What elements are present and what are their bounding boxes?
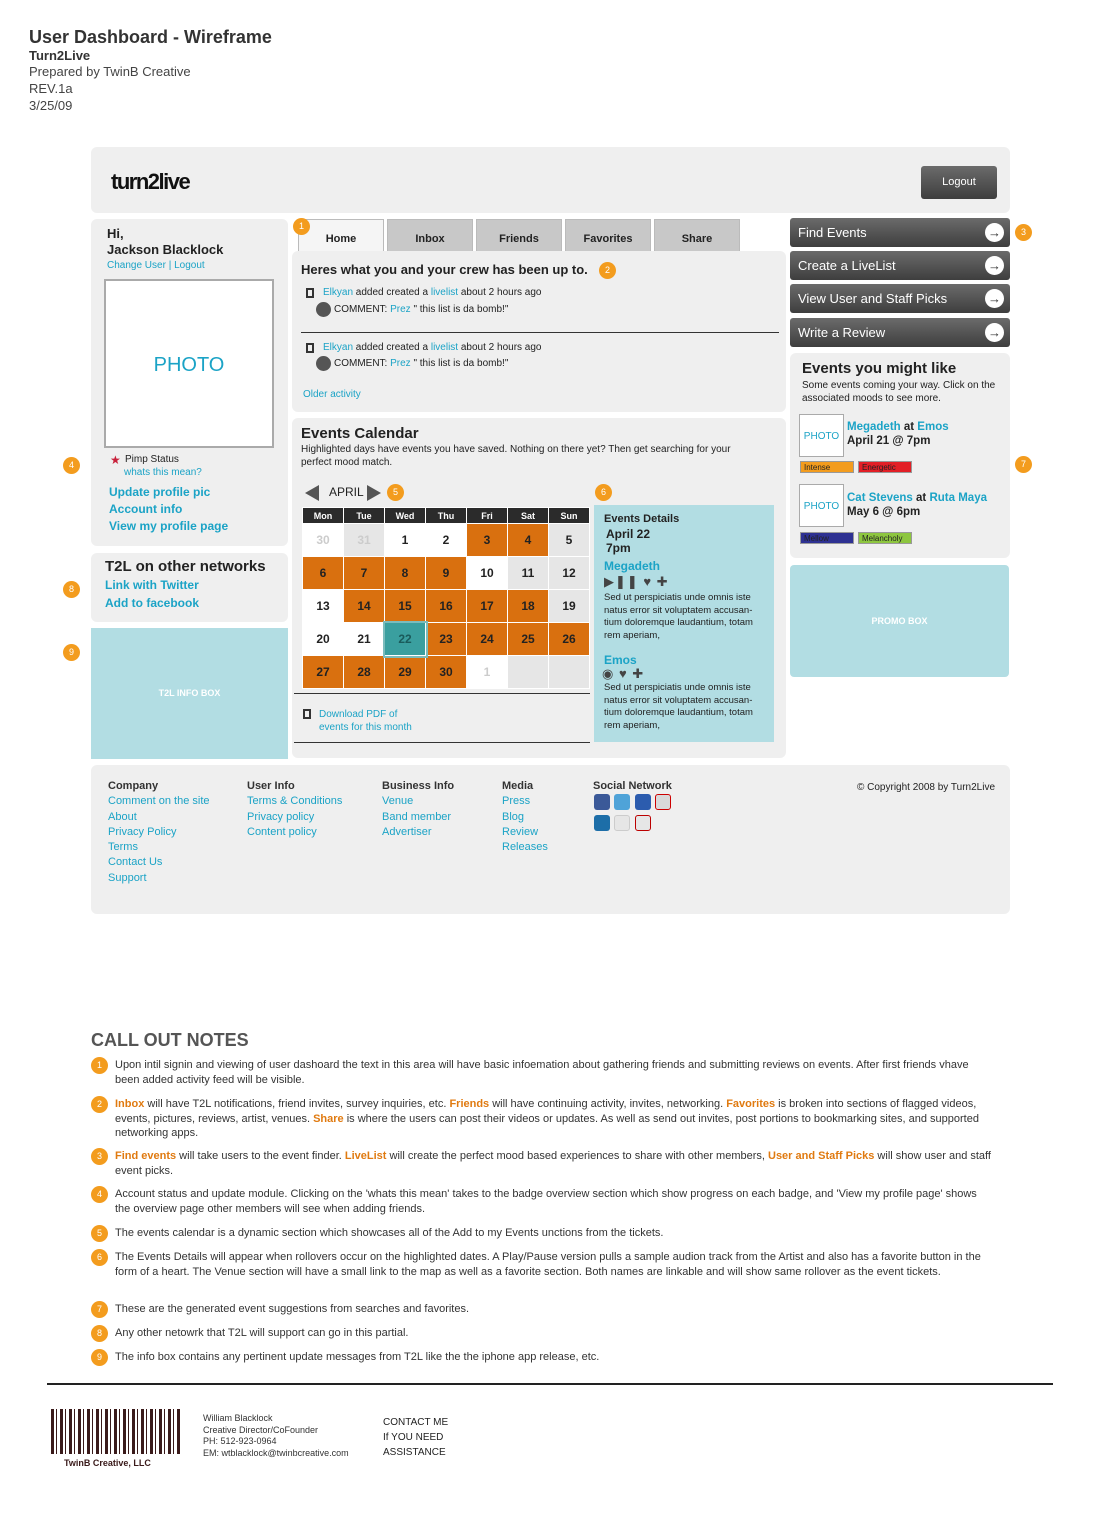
- footer-link[interactable]: Privacy Policy: [108, 825, 177, 838]
- calendar-title: Events Calendar: [301, 425, 419, 442]
- flickr-icon[interactable]: [614, 815, 630, 831]
- footer-business: [382, 779, 454, 840]
- calendar-day: [549, 656, 590, 689]
- day-header: Thu: [426, 508, 467, 524]
- callout-badge: 1: [293, 218, 310, 235]
- note-9: [91, 1350, 991, 1365]
- comment-label: COMMENT:: [334, 358, 391, 369]
- event-artist-link[interactable]: Cat Stevens: [847, 492, 913, 504]
- calendar-day[interactable]: 25: [508, 623, 549, 656]
- download-pdf-link[interactable]: Download PDF of events for this month: [319, 709, 412, 733]
- button-label: Create a LiveList: [798, 258, 896, 273]
- calendar-day[interactable]: 5: [549, 524, 590, 557]
- callout-badge: 5: [91, 1225, 108, 1242]
- activity-user[interactable]: Elkyan: [323, 342, 354, 353]
- activity-text: added created a: [353, 287, 431, 298]
- calendar-day: 1: [467, 656, 508, 689]
- footer-heading: Business Info: [382, 780, 455, 792]
- mood-tag[interactable]: Intense: [800, 461, 854, 473]
- separator: |: [168, 260, 172, 271]
- suggestions-title: Events you might like: [802, 360, 957, 377]
- calendar-day[interactable]: 23: [426, 623, 467, 656]
- play-pause-icon[interactable]: ▶❚❚: [604, 574, 639, 589]
- calendar-day-selected[interactable]: 22: [385, 623, 426, 656]
- day-header: Mon: [303, 508, 344, 524]
- note-8: [91, 1326, 991, 1341]
- notes-title: CALL OUT NOTES: [91, 1030, 249, 1050]
- calendar-grid: [302, 507, 590, 689]
- callout-badge: 3: [1015, 224, 1032, 241]
- footer-heading: Company: [108, 780, 159, 792]
- activity-time: about 2 hours ago: [458, 287, 542, 298]
- add-icon[interactable]: ✚: [656, 574, 669, 589]
- activity-time: about 2 hours ago: [458, 342, 542, 353]
- activity-title: Heres what you and your crew has been up to.: [301, 262, 588, 277]
- footer-link[interactable]: Venue: [382, 795, 414, 808]
- note-highlight: User and Staff Picks: [768, 1150, 875, 1162]
- event-details-panel: [594, 505, 774, 742]
- whats-this-mean-link[interactable]: whats this mean?: [124, 467, 202, 478]
- footer-link[interactable]: Review: [502, 825, 539, 838]
- note-3: [91, 1149, 991, 1178]
- callout-badge: 6: [595, 484, 612, 501]
- heart-icon[interactable]: ♥: [643, 574, 653, 589]
- footer-link[interactable]: Blog: [502, 810, 525, 823]
- callout-badge: 3: [91, 1148, 108, 1165]
- calendar-day[interactable]: 24: [467, 623, 508, 656]
- details-venue-link[interactable]: Emos: [604, 653, 637, 667]
- button-label: Find Events: [798, 225, 867, 240]
- note-text: is broken into sections of flagged videos, events, pictures, reviews, artist, venues.: [115, 1098, 977, 1125]
- star-icon: ★: [110, 453, 121, 467]
- calendar-day[interactable]: 21: [344, 623, 385, 656]
- calendar-day[interactable]: 30: [426, 656, 467, 689]
- calendar-day[interactable]: 18: [508, 590, 549, 623]
- footer-link[interactable]: Advertiser: [382, 825, 432, 838]
- user-panel: [91, 219, 288, 546]
- write-review-button[interactable]: [790, 318, 1010, 347]
- at-text: at: [912, 492, 930, 504]
- footer-heading: Social Network: [593, 780, 672, 792]
- logout-button[interactable]: Logout: [921, 166, 997, 199]
- note-6: [91, 1250, 991, 1279]
- mood-tag[interactable]: Melancholy: [858, 532, 912, 544]
- calendar-day[interactable]: 6: [303, 557, 344, 590]
- note-text: The events calendar is a dynamic section which showcases all of the Add to my Events unctions from the tickets.: [115, 1227, 664, 1239]
- cta-line: If YOU NEED: [383, 1432, 444, 1443]
- cta-line: CONTACT ME: [383, 1417, 449, 1428]
- arrow-right-icon: →: [985, 256, 1004, 275]
- next-month-icon[interactable]: [367, 485, 381, 501]
- details-title: Events Details: [604, 513, 680, 525]
- details-artist-link[interactable]: Megadeth: [604, 559, 661, 573]
- activity-user[interactable]: Elkyan: [323, 287, 354, 298]
- tab-inbox[interactable]: Inbox: [387, 219, 473, 251]
- doc-title: User Dashboard - Wireframe: [29, 27, 272, 47]
- site-logo[interactable]: turn2live: [111, 169, 190, 194]
- calendar-day[interactable]: 4: [508, 524, 549, 557]
- footer-link[interactable]: Contact Us: [108, 856, 163, 869]
- footer-link[interactable]: Terms: [108, 841, 138, 854]
- footer-link[interactable]: Content policy: [247, 825, 317, 838]
- details-date: April 22: [606, 527, 651, 541]
- mood-tag[interactable]: Energetic: [858, 461, 912, 473]
- at-text: at: [900, 421, 918, 433]
- calendar-day[interactable]: 10: [467, 557, 508, 590]
- twitter-link[interactable]: Link with Twitter: [105, 578, 199, 592]
- find-events-button[interactable]: [790, 218, 1010, 247]
- calendar-day[interactable]: 2: [426, 524, 467, 557]
- doc-rev: REV.1a: [29, 81, 73, 96]
- older-activity-link[interactable]: Older activity: [303, 389, 361, 400]
- note-text: These are the generated event suggestions from searches and favorites.: [115, 1303, 470, 1315]
- tab-home[interactable]: Home: [298, 219, 384, 252]
- event-date: April 21 @ 7pm: [847, 435, 931, 447]
- calendar-day[interactable]: 7: [344, 557, 385, 590]
- note-text: The info box contains any pertinent update messages from T2L like the the iphone app release, etc.: [115, 1351, 600, 1363]
- note-highlight: Friends: [449, 1098, 490, 1110]
- company-logo-text: TwinB Creative, LLC: [64, 1458, 151, 1468]
- calendar-day[interactable]: 1: [385, 524, 426, 557]
- add-icon[interactable]: ✚: [632, 666, 645, 681]
- calendar-day[interactable]: 12: [549, 557, 590, 590]
- doc-header: [29, 27, 272, 114]
- note-text: is where the users can post their videos or updates. As well as send out invites, post portions to bookmarking sites, and supported networking apps.: [115, 1112, 979, 1139]
- note-text: The Events Details will appear when rollovers occur on the highlighted dates. A Play/Pause version pulls a sample audion track from the Artist and also has a favorite button in the form of a heart. The Venue section will have a small link to the map as well as a favorite section. Both names are linkable and will show same rollover as the event tickets.: [115, 1251, 981, 1278]
- suggestions-panel: [790, 353, 1010, 558]
- footer-link[interactable]: Comment on the site: [108, 795, 210, 808]
- note-text: will have continuing activity, invites, networking.: [489, 1098, 727, 1110]
- footer-social: [593, 779, 672, 794]
- globe-map-icon[interactable]: ◉: [602, 666, 615, 681]
- footer-heading: User Info: [247, 780, 295, 792]
- commenter-link[interactable]: Prez: [390, 358, 411, 369]
- update-pic-link[interactable]: Update profile pic: [109, 485, 211, 499]
- note-text: Account status and update module. Clicking on the 'whats this mean' takes to the badge overview section which show progress on each badge, and 'View my profile page' shows the overview page other members will see when adding friends.: [115, 1188, 977, 1215]
- contact-name: William Blacklock: [203, 1413, 273, 1423]
- prev-month-icon[interactable]: [305, 485, 319, 501]
- comment-label: COMMENT:: [334, 304, 391, 315]
- note-highlight: LiveList: [344, 1150, 387, 1162]
- heart-icon[interactable]: ♥: [618, 666, 628, 681]
- linkedin-icon[interactable]: [594, 815, 610, 831]
- note-highlight: Share: [313, 1112, 344, 1125]
- callout-badge: 8: [91, 1325, 108, 1342]
- calendar-day[interactable]: 15: [385, 590, 426, 623]
- contact-role: Creative Director/CoFounder: [203, 1424, 319, 1435]
- callout-badge: 6: [91, 1249, 108, 1266]
- contact-phone: PH: 512-923-0964: [203, 1436, 277, 1446]
- barcode-logo-icon: [51, 1409, 181, 1454]
- calendar-day[interactable]: 9: [426, 557, 467, 590]
- calendar-day[interactable]: 19: [549, 590, 590, 623]
- note-text: will take users to the event finder.: [176, 1150, 345, 1162]
- mood-tag[interactable]: Mellow: [800, 532, 854, 544]
- networks-panel: [91, 553, 288, 622]
- callout-badge: 7: [1015, 456, 1032, 473]
- calendar-day[interactable]: 27: [303, 656, 344, 689]
- cta-line: ASSISTANCE: [383, 1447, 446, 1458]
- calendar-day[interactable]: 11: [508, 557, 549, 590]
- day-header: Tue: [344, 508, 385, 524]
- calendar-day[interactable]: 13: [303, 590, 344, 623]
- pimp-status: Pimp Status: [125, 454, 179, 465]
- activity-panel: [292, 251, 786, 412]
- note-text: will have T2L notifications, friend invites, survey inquiries, etc.: [144, 1098, 450, 1110]
- footer-link[interactable]: Press: [502, 795, 531, 808]
- comment-text: " this list is da bomb!": [410, 304, 509, 315]
- calendar-month: APRIL: [329, 485, 364, 499]
- note-text: will show user and staff event picks.: [115, 1150, 991, 1177]
- calendar-day[interactable]: 29: [385, 656, 426, 689]
- note-2: [91, 1097, 991, 1141]
- activity-livelist-link[interactable]: livelist: [430, 342, 459, 353]
- day-header: Wed: [385, 508, 426, 524]
- arrow-right-icon: →: [985, 323, 1004, 342]
- callout-badge: 2: [91, 1096, 108, 1113]
- copyright: © Copyright 2008 by Turn2Live: [857, 782, 996, 793]
- callout-badge: 4: [63, 457, 80, 474]
- callout-badge: 5: [387, 484, 404, 501]
- callout-badge: 9: [63, 644, 80, 661]
- event-date: May 6 @ 6pm: [847, 506, 921, 518]
- calendar-day: 30: [303, 524, 344, 557]
- event-venue-link[interactable]: Emos: [917, 421, 949, 433]
- tab-favorites[interactable]: Favorites: [565, 219, 651, 251]
- footer-link[interactable]: Privacy policy: [247, 810, 315, 823]
- note-text: will create the perfect mood based experiences to share with other members,: [386, 1150, 768, 1162]
- activity-livelist-link[interactable]: livelist: [430, 287, 459, 298]
- contact-info: [203, 1413, 349, 1459]
- event-photo[interactable]: PHOTO: [799, 484, 844, 527]
- note-4: [91, 1187, 991, 1216]
- calendar-day[interactable]: 16: [426, 590, 467, 623]
- calendar-day[interactable]: 17: [467, 590, 508, 623]
- calendar-day[interactable]: 26: [549, 623, 590, 656]
- create-livelist-button[interactable]: [790, 251, 1010, 280]
- myspace-icon[interactable]: [635, 794, 651, 810]
- note-text: Any other netowrk that T2L will support can go in this partial.: [115, 1327, 409, 1339]
- day-header: Sat: [508, 508, 549, 524]
- arrow-right-icon: →: [985, 289, 1004, 308]
- footer-link[interactable]: Band member: [382, 810, 452, 823]
- document-icon: [306, 343, 314, 353]
- view-profile-link[interactable]: View my profile page: [109, 519, 229, 533]
- note-highlight: Find events: [115, 1150, 177, 1162]
- day-header: Sun: [549, 508, 590, 524]
- details-text: Sed ut perspiciatis unde omnis iste natus error sit voluptatem accusan-tium doloremque laudantium, totam rem aperiam,: [604, 592, 753, 641]
- calendar-day[interactable]: 28: [344, 656, 385, 689]
- facebook-link[interactable]: Add to facebook: [105, 596, 200, 610]
- footer-company: [108, 779, 210, 886]
- calendar-day[interactable]: 20: [303, 623, 344, 656]
- doc-date: 3/25/09: [29, 98, 73, 113]
- arrow-right-icon: →: [985, 223, 1004, 242]
- user-name: Jackson Blacklock: [107, 242, 224, 257]
- profile-photo[interactable]: PHOTO: [104, 279, 274, 448]
- footer-userinfo: [247, 779, 342, 840]
- contact-email: EM: wtblacklock@twinbcreative.com: [203, 1447, 349, 1458]
- divider: [301, 332, 779, 333]
- contact-cta: [383, 1415, 448, 1460]
- calendar-day[interactable]: 14: [344, 590, 385, 623]
- note-7: [91, 1302, 991, 1317]
- footer-link[interactable]: About: [108, 810, 137, 823]
- commenter-avatar-icon: [316, 356, 331, 371]
- facebook-icon[interactable]: [594, 794, 610, 810]
- callout-badge: 1: [91, 1057, 108, 1074]
- twitter-icon[interactable]: [614, 794, 630, 810]
- greeting: Hi,: [107, 226, 124, 241]
- note-text: Upon intil signin and viewing of user dashoard the text in this area will have basic infoemation about gathering friends and submitting reviews on events. After first friends vhave been added activity feed will be visible.: [115, 1059, 969, 1086]
- comment-text: " this list is da bomb!": [410, 358, 509, 369]
- details-text: Sed ut perspiciatis unde omnis iste natus error sit voluptatem accusan-tium doloremque laudantium, totam rem aperiam,: [604, 682, 753, 731]
- bottom-divider: [47, 1383, 1053, 1385]
- networks-title: T2L on other networks: [105, 558, 266, 575]
- details-time: 7pm: [606, 541, 631, 555]
- event-artist-link[interactable]: Megadeth: [847, 421, 901, 433]
- calendar-day[interactable]: 8: [385, 557, 426, 590]
- event-photo[interactable]: PHOTO: [799, 414, 844, 457]
- callout-badge: 7: [91, 1301, 108, 1318]
- tab-share[interactable]: Share: [654, 219, 740, 251]
- change-user-link[interactable]: Change User: [107, 260, 166, 271]
- document-icon: [306, 288, 314, 298]
- calendar-desc: Highlighted days have events you have saved. Nothing on there yet? Then get searching for your perfect mood match.: [301, 444, 731, 468]
- footer-heading: Media: [502, 780, 534, 792]
- tab-friends[interactable]: Friends: [476, 219, 562, 251]
- activity-text: added created a: [353, 342, 431, 353]
- day-header: Fri: [467, 508, 508, 524]
- footer-link[interactable]: Releases: [502, 841, 548, 854]
- button-label: Write a Review: [798, 325, 886, 340]
- footer-link[interactable]: Support: [108, 871, 147, 884]
- commenter-avatar-icon: [316, 302, 331, 317]
- staff-picks-button[interactable]: [790, 284, 1010, 313]
- event-venue-link[interactable]: Ruta Maya: [929, 492, 987, 504]
- callout-badge: 4: [91, 1186, 108, 1203]
- account-info-link[interactable]: Account info: [109, 502, 183, 516]
- callout-badge: 2: [599, 262, 616, 279]
- pdf-icon: [303, 709, 311, 719]
- doc-prepared: Prepared by TwinB Creative: [29, 64, 191, 79]
- footer-link[interactable]: Terms & Conditions: [247, 795, 343, 808]
- note-5: [91, 1226, 991, 1241]
- callout-badge: 8: [63, 581, 80, 598]
- callout-badge: 9: [91, 1349, 108, 1366]
- suggestions-desc: Some events coming your way. Click on the associated moods to see more.: [802, 380, 996, 404]
- button-label: View User and Staff Picks: [798, 291, 948, 306]
- doc-subtitle: Turn2Live: [29, 48, 91, 63]
- yelp-icon[interactable]: [655, 794, 671, 810]
- note-1: [91, 1058, 991, 1087]
- note-highlight: Inbox: [115, 1098, 145, 1110]
- site-header: [91, 147, 1010, 213]
- note-highlight: Favorites: [726, 1098, 776, 1110]
- footer-media: [502, 779, 548, 855]
- calendar-day: [508, 656, 549, 689]
- commenter-link[interactable]: Prez: [390, 304, 411, 315]
- promo-box[interactable]: PROMO BOX: [790, 565, 1009, 677]
- divider: [294, 742, 590, 743]
- divider: [294, 693, 590, 694]
- youtube-icon[interactable]: [635, 815, 651, 831]
- calendar-day[interactable]: 3: [467, 524, 508, 557]
- info-box: T2L INFO BOX: [91, 628, 288, 759]
- user-logout-link[interactable]: Logout: [174, 260, 205, 271]
- calendar-day: 31: [344, 524, 385, 557]
